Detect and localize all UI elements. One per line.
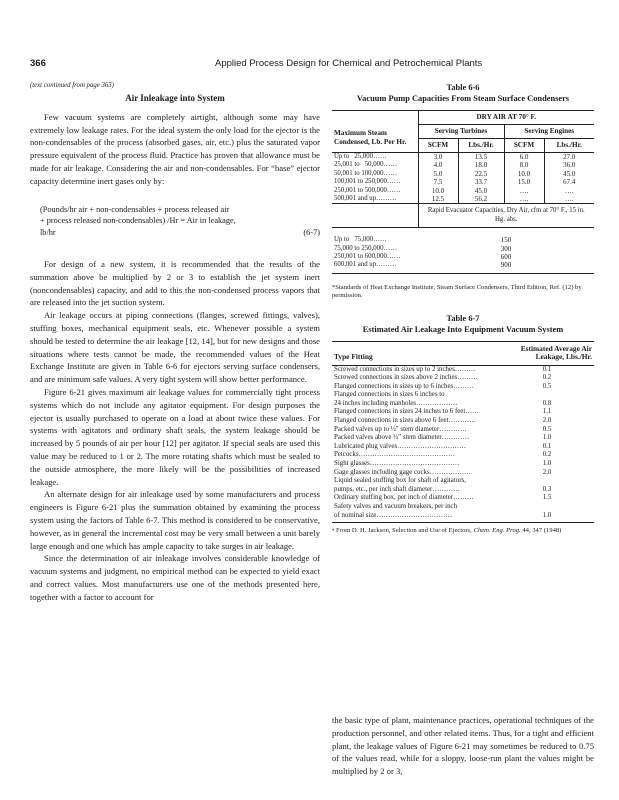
table-6-7-footnote: • From D. H. Jackson, Selection and Use of Ejectors, Chem. Eng. Prog. 44, 347 (1948) [332, 527, 562, 535]
page-number: 366 [30, 58, 46, 69]
table-6-6-col-header: SCFM [504, 139, 544, 153]
table-6-6-col-header: SCFM [418, 139, 458, 153]
table-row: Lubricated plug valves………………………… 0.1 [334, 442, 552, 450]
right-column [332, 82, 594, 536]
table-6-6-group-header: DRY AIR AT 70° F. [418, 111, 594, 125]
right-body-paragraph: the basic type of plant, maintenance practices, operational techniques of the production personnel, and other related items. Thus, for a tight and efficient plant, the leakage values of Figure 6-21 may sometimes be reduced to 0.75 of the values read, while for a sloppy, loose-run plant the values might be multiplied by 2 or 3, [332, 715, 594, 777]
table-6-6-label: Table 6-6 [446, 83, 480, 92]
table-row: Flanged connections in sizes above 6 feet………… 2.0 [334, 417, 552, 425]
equation-line: + process released non-condensables) /Hr = Air in leakage, [40, 216, 236, 226]
table-row: Up to 75,000…… 150 [334, 236, 512, 245]
table-6-6-subheader: Serving Turbines [418, 125, 504, 139]
table-6-6-row-header: Maximum Steam Condensed, Lb. Per Hr. [332, 125, 418, 153]
table-row: Sight glasses………………………………… 1.0 [334, 460, 552, 468]
table-row: 100,001 to 250,000…… 7.5 33.7 15.0 67.4 [332, 178, 594, 186]
paragraph: Air leakage occurs at piping connections (flanges, screwed fittings, valves), stuffing boxes, mechanical equipment seals, etc. Whenever possible a system should be tested to determine the air leakage [12, 14], but for new designs and those situations where tests cannot be made, the recommended values of the Heat Exchange Institute are given in Table 6-6 for ejectors serving surface condensers, and are minimum safe values. A very tight system will show better performance. [30, 310, 320, 385]
equation-6-7 [40, 204, 320, 239]
table-row: 75,000 to 250,000…… 300 [334, 244, 512, 253]
table-row: Screwed connections in sizes above 2 inches……… 0.2 [334, 374, 552, 382]
paragraph: Figure 6-21 gives maximum air leakage values for commercially tight process systems which do not include any agitator equipment. For design purposes the ejector is usually purchased to operate on a load at about twice these values. For systems with agitators and ordinary shaft seals, the system leakage should be increased by 5 pounds of air per hour [12] per agitator. If special seals are used this value may be reduced to 1 or 2. The more rotating shafts which must be sealed to the outside atmosphere, the more likely will be the possibilities of increased leakage. [30, 387, 320, 487]
paragraph: An alternate design for air inleakage used by some manufacturers and process engineers is Figure 6-21 plus the summation obtained by examining the process system using the factors of Table 6-7. This method is considered to be conservative, however, as in general the incremental cost may be very small between a unit barely large enough and one which has ample capacity to take surges in air leakage. [30, 489, 320, 551]
table-6-6-col-header: Lbs./Hr. [458, 139, 504, 153]
table-row: Flanged connections in sizes 24 inches to 6 feet…… 1.1 [334, 408, 552, 416]
table-row: 250,001 to 500,000…… 10.0 45.0 …. …. [332, 187, 594, 195]
table-row: Screwed connections in sizes up to 2 inches……… 0.1 [334, 365, 552, 373]
table-row: Flanged connections in sizes 6 inches to 24 inches including manholes……………… 0.8 [334, 391, 552, 407]
table-6-7-col-fitting: Type Fitting [332, 341, 500, 365]
table-6-6 [332, 110, 594, 274]
table-6-7 [332, 341, 594, 524]
table-6-6-footnote: *Standards of Heat Exchange Institute, Steam Surface Condensers, Third Edition, Ref. (12) by permission. [332, 283, 582, 300]
running-head [30, 58, 590, 72]
table-row: 50,001 to 100,000…… 5.0 22.5 10.0 45.0 [332, 170, 594, 178]
table-6-6-col-header: Lbs./Hr. [544, 139, 594, 153]
paragraph: Since the determination of air inleakage involves considerable knowledge of vacuum systems and judgment, no empirical method can be expected to yield exact and correct values. Most manufacturers use one of the methods presented here, together with a factor to account for [30, 553, 320, 602]
table-row: Safety valves and vacuum breakers, per inch of nominal size…………………………… 1.0 [332, 503, 594, 523]
table-row: 250,001 to 600,000…… 600 [334, 253, 512, 262]
table-row: Liquid sealed stuffing box for shaft of agitators, pumps, etc., per inch shaft diameter………… 0.3 [334, 477, 552, 493]
continued-note: (text continued from page 363) [30, 82, 114, 89]
table-row: Flanged connections in sizes up to 6 inches……… 0.5 [334, 382, 552, 390]
equation-line: lb/hr [40, 227, 56, 237]
table-6-7-label: Table 6-7 [446, 313, 480, 323]
equation-number: (6-7) [303, 227, 320, 237]
running-head-title: Applied Process Design for Chemical and Petrochemical Plants [215, 58, 483, 69]
evacuator-note: Rapid Evacuator Capacities, Dry Air, cfm at 70° F., 15 in. Hg. abs. [418, 204, 594, 228]
table-6-7-col-leakage: Estimated Average Air Leakage, Lbs./Hr. [500, 341, 594, 365]
table-row: Gage glasses including gage cocks……………… 2.0 [334, 468, 552, 476]
table-row: 25,001 to 50,000…… 4.0 18.0 8.0 36.0 [332, 161, 594, 169]
paragraph: For design of a new system, it is recommended that the results of the summation above be multiplied by 2 or 3 to establish the jet system inert (noncondensables) capacity, and add to this the non-condensed process vapors that are released into the jet suction system. [30, 259, 320, 308]
table-row: Up to 25,000…… 3.0 13.5 6.0 27.0 [332, 153, 594, 162]
left-column [30, 82, 320, 604]
table-row: Ordinary stuffing box, per inch of diameter……… 1.5 [334, 494, 552, 502]
table-6-6-subheader: Serving Engines [504, 125, 594, 139]
table-6-6-title: Vacuum Pump Capacities From Steam Surface Condensers [356, 94, 570, 103]
table-row: Packed valves up to ½″ stem diameter………… 0.5 [334, 425, 552, 433]
table-row: Petcocks…………………………………… 0.2 [334, 451, 552, 459]
table-row: 500,001 and up……… 12.5 56.2 …. …. [332, 195, 594, 204]
table-6-7-title: Estimated Air Leakage Into Equipment Vacuum System [362, 324, 564, 334]
table-row: 600,001 and up……… 900 [332, 261, 594, 273]
table-row: Packed valves above ½″ stem diameter………… 1.0 [334, 434, 552, 442]
section-heading: Air Inleakage into System [125, 93, 225, 103]
equation-line: (Pounds/hr air + non-condensables + process released air [40, 204, 230, 214]
paragraph: Few vacuum systems are completely airtight, although some may have extremely low leakage rates. For the ideal system the only load for the ejector is the non-condensables of the process (absorbed gases, air, etc.) plus the saturated vapor pressure equivalent of the process fluid. Practice has proven that allowance must be made for air leakage. Considering the air and non-condensables. For “base” ejector capacity determine inert gases only by: [30, 111, 320, 186]
